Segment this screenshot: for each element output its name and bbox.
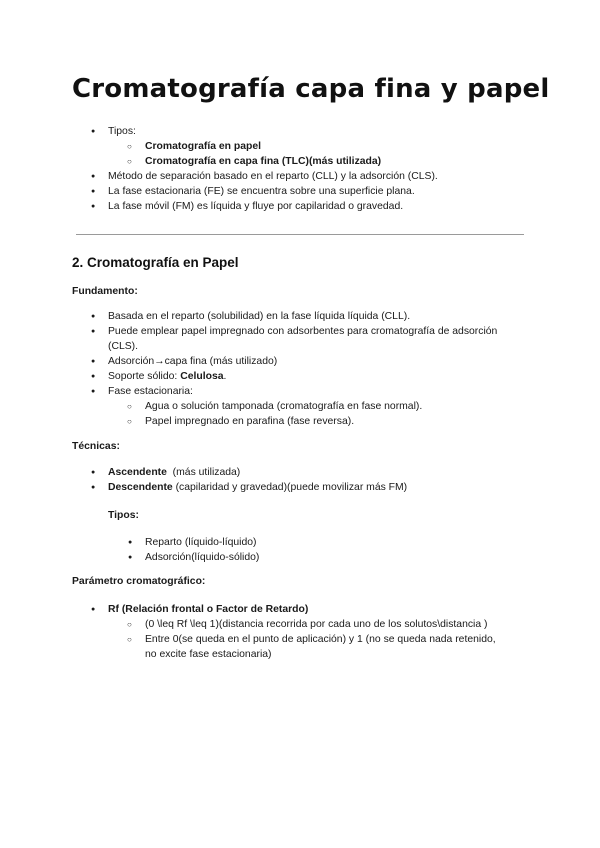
horizontal-divider [76,234,524,235]
ascendente-note: (más utilizada) [166,467,241,478]
fundamento-list [72,309,542,429]
list-item: ○ Entre 0(se queda en el punto de aplicación) y 1 (no se queda nada retenido, [72,632,542,647]
list-item: ○ (0 \leq Rf \leq 1)(distancia recorrida por cada uno de los solutos\distancia ) [72,617,542,632]
list-item: ● Basada en el reparto (solubilidad) en la fase líquida líquida (CLL). [72,309,542,324]
tipo-capa-fina: Cromatografía en capa fina (TLC)(más utilizada) [145,156,382,167]
list-item-continuation: no excite fase estacionaria) [145,649,272,660]
list-item: ● Adsorción(líquido-sólido) [109,550,579,565]
list-item: ● Fase estacionaria: [72,384,542,399]
list-item [72,465,542,480]
list-item [72,139,542,154]
soporte-value: Celulosa [180,371,224,382]
list-item [72,602,542,617]
parametro-label: Parámetro cromatográfico: [72,576,206,587]
soporte-prefix: Soporte sólido: [108,371,181,382]
section-heading: 2. Cromatografía en Papel [72,255,239,270]
tipo-papel: Cromatografía en papel [145,141,262,152]
page-title: Cromatografía capa fina y papel [72,74,550,104]
parametro-list [72,602,542,662]
list-item-continuation: (CLS). [108,341,139,352]
list-item [72,480,542,495]
tecnicas-list [72,465,542,495]
list-item: ● Adsorción→capa fina (más utilizado) [72,354,542,369]
list-item: ● Método de separación basado en el reparto (CLL) y la adsorción (CLS). [72,169,542,184]
intro-list [72,124,542,214]
list-item: ○ Agua o solución tamponada (cromatografía en fase normal). [72,399,542,414]
list-item: ● La fase móvil (FM) es líquida y fluye por capilaridad o gravedad. [72,199,542,214]
soporte-suffix: . [223,371,227,382]
rf-label: Rf (Relación frontal o Factor de Retardo) [108,604,309,615]
ascendente-label: Ascendente [108,467,167,478]
list-item: ○ Papel impregnado en parafina (fase reversa). [72,414,542,429]
list-item: ● Puede emplear papel impregnado con adsorbentes para cromatografía de adsorción [72,324,542,339]
list-item: ● La fase estacionaria (FE) se encuentra sobre una superficie plana. [72,184,542,199]
list-item [72,154,542,169]
tipos-label: Tipos: [108,510,139,521]
list-item: ● Reparto (líquido-líquido) [109,535,579,550]
fundamento-label: Fundamento: [72,286,138,297]
descendente-label: Descendente [108,482,173,493]
descendente-note: (capilaridad y gravedad)(puede movilizar más FM) [172,482,408,493]
list-item: ● Tipos: [72,124,542,139]
list-item [72,369,542,384]
tecnicas-label: Técnicas: [72,441,120,452]
tipos-list [109,535,579,565]
